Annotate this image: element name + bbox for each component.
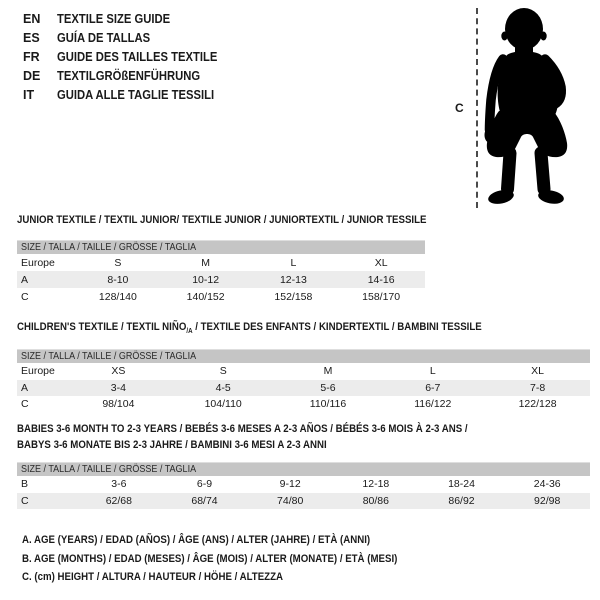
language-title-list [23, 9, 235, 104]
table-cell: 104/110 [204, 398, 242, 411]
table-cell: XL [374, 256, 388, 269]
table-cell: M [201, 256, 210, 269]
table-row [17, 380, 590, 397]
row-label: C [21, 494, 29, 507]
table-row [17, 254, 425, 271]
table-row [17, 476, 590, 493]
section-title-text: BABIES 3-6 MONTH TO 2-3 YEARS / BEBÉS 3-6 MESES A 2-3 AÑOS / BÉBÉS 3-6 MOIS À 2-3 ANS / [17, 423, 468, 435]
table-cell: 92/98 [534, 494, 561, 507]
language-code: ES [23, 30, 40, 45]
toddler-silhouette-image [483, 5, 583, 207]
table-cell: XL [531, 365, 544, 378]
section-title-junior [17, 214, 482, 226]
table-cell: 158/170 [362, 290, 401, 303]
section-title-text: JUNIOR TEXTILE / TEXTIL JUNIOR/ TEXTILE JUNIOR / JUNIORTEXTIL / JUNIOR TESSILE [17, 214, 427, 226]
table-cell: 122/128 [518, 398, 557, 411]
measurement-legend [22, 531, 449, 587]
table-row [17, 271, 425, 288]
table-cell: 68/74 [191, 494, 218, 507]
table-cell: 7-8 [529, 381, 546, 394]
size-header-label: SIZE / TALLA / TAILLE / GRÖSSE / TAGLIA [21, 351, 197, 362]
height-measure-label: C [455, 101, 464, 115]
table-cell: L [429, 365, 436, 378]
legend-text: A. AGE (YEARS) / EDAD (AÑOS) / ÂGE (ANS) / ALTER (JAHRE) / ETÀ (ANNI) [22, 534, 371, 546]
section-title-text: BABYS 3-6 MONATE BIS 2-3 JAHRE / BAMBINI 3-6 MESI A 2-3 ANNI [17, 439, 327, 451]
table-cell: 62/68 [105, 494, 132, 507]
table-cell: 110/116 [309, 398, 347, 411]
legend-line-b [22, 550, 449, 569]
table-row [17, 396, 590, 413]
table-cell: XS [111, 365, 126, 378]
table-cell: L [290, 256, 297, 269]
table-header-bar [17, 462, 590, 476]
guide-title: TEXTILE SIZE GUIDE [57, 11, 171, 26]
title-part: CHILDREN'S TEXTILE / TEXTIL NIÑO [17, 321, 187, 333]
table-row [17, 363, 590, 380]
table-cell: 12-13 [279, 273, 307, 286]
section-title-children [17, 321, 545, 335]
table-cell: 8-10 [107, 273, 129, 286]
junior-size-table [17, 240, 425, 305]
babies-size-table [17, 462, 590, 509]
table-header-bar [17, 240, 425, 254]
list-item [23, 66, 235, 85]
table-cell: 24-36 [533, 478, 561, 491]
list-item [23, 47, 235, 66]
row-label: A [21, 273, 29, 286]
table-cell: 10-12 [192, 273, 220, 286]
height-measure-dashed-line [476, 8, 478, 208]
table-cell: 14-16 [367, 273, 395, 286]
legend-line-c [22, 568, 449, 587]
row-label: C [21, 398, 29, 411]
table-cell: 3-6 [111, 478, 127, 491]
section-title-text [17, 321, 482, 335]
guide-title: GUIDE DES TAILLES TEXTILE [57, 49, 218, 64]
table-cell: 98/104 [102, 398, 135, 411]
row-label: Europe [21, 365, 55, 378]
row-label: Europe [21, 256, 55, 269]
table-cell: S [219, 365, 227, 378]
table-cell: 6-7 [425, 381, 441, 394]
title-subscript: /A [186, 328, 193, 336]
language-code: IT [23, 87, 35, 102]
list-item [23, 28, 235, 47]
table-row [17, 288, 425, 305]
list-item [23, 85, 235, 104]
table-header-bar [17, 349, 590, 363]
section-title-babies [17, 421, 529, 453]
language-code: EN [23, 11, 41, 26]
guide-title: TEXTILGRÖßENFÜHRUNG [57, 68, 201, 83]
title-part: / TEXTILE DES ENFANTS / KINDERTEXTIL / BAMBINI TESSILE [192, 321, 482, 333]
legend-text: B. AGE (MONTHS) / EDAD (MESES) / ÂGE (MOIS) / ALTER (MONATE) / ETÀ (MESI) [22, 552, 398, 565]
table-cell: 80/86 [362, 494, 389, 507]
table-cell: S [114, 256, 122, 269]
table-cell: 140/152 [186, 290, 225, 303]
list-item [23, 9, 235, 28]
table-cell: 4-5 [215, 381, 231, 394]
table-cell: 128/140 [98, 290, 137, 303]
legend-text: C. (cm) HEIGHT / ALTURA / HAUTEUR / HÖHE / ALTEZZA [22, 571, 284, 583]
table-cell: 86/92 [448, 494, 475, 507]
table-cell: 74/80 [277, 494, 304, 507]
guide-title: GUÍA DE TALLAS [57, 30, 151, 45]
children-size-table [17, 349, 590, 413]
table-cell: 9-12 [279, 478, 301, 491]
size-header-label: SIZE / TALLA / TAILLE / GRÖSSE / TAGLIA [21, 242, 197, 253]
table-cell: 152/158 [274, 290, 313, 303]
language-code: DE [23, 68, 41, 83]
table-cell: 5-6 [320, 381, 336, 394]
table-cell: 18-24 [448, 478, 475, 491]
table-cell: 3-4 [110, 381, 126, 394]
table-cell: 116/122 [414, 398, 452, 411]
guide-title: GUIDA ALLE TAGLIE TESSILI [57, 87, 215, 102]
table-cell: M [323, 365, 333, 378]
language-code: FR [23, 49, 40, 64]
legend-line-a [22, 531, 449, 550]
row-label: B [21, 478, 29, 491]
table-cell: 6-9 [196, 478, 213, 491]
row-label: A [21, 381, 29, 394]
row-label: C [21, 290, 29, 303]
size-header-label: SIZE / TALLA / TAILLE / GRÖSSE / TAGLIA [21, 464, 197, 475]
table-row [17, 493, 590, 510]
table-cell: 12-18 [362, 478, 390, 491]
